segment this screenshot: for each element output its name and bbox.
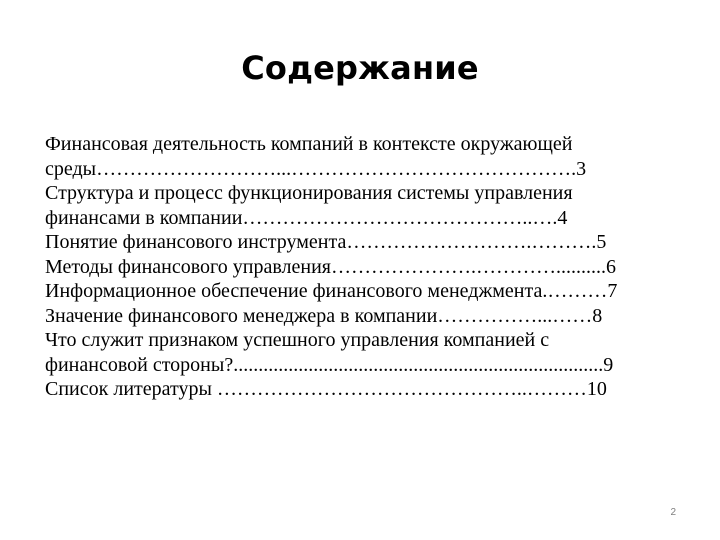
slide-title: Содержание: [241, 49, 479, 87]
toc-line-5: Понятие финансового инструмента……………………….……….5: [45, 231, 607, 253]
toc-line-7: Информационное обеспечение финансового менеджмента.………7: [45, 280, 618, 302]
toc-line-3: Структура и процесс функционирования системы управления: [45, 182, 573, 204]
toc-line-10: финансовой стороны?..........................................................................9: [45, 353, 614, 376]
toc-line-6: Методы финансового управления………………….…………..........6: [45, 255, 616, 278]
toc-line-4: финансами в компании……………………………………..….4: [45, 206, 568, 229]
toc-line-1: Финансовая деятельность компаний в контексте окружающей: [45, 133, 573, 155]
toc-line-9: Что служит признаком успешного управления компанией с: [45, 329, 550, 351]
toc-line-11: Список литературы ………………………………………..………10: [45, 378, 607, 400]
toc-line-8: Значение финансового менеджера в компании……………...……8: [45, 304, 603, 327]
page-number: 2: [670, 507, 676, 518]
table-of-contents: [45, 132, 685, 402]
toc-line-2: среды………………………...…………………………………….3: [45, 157, 587, 180]
